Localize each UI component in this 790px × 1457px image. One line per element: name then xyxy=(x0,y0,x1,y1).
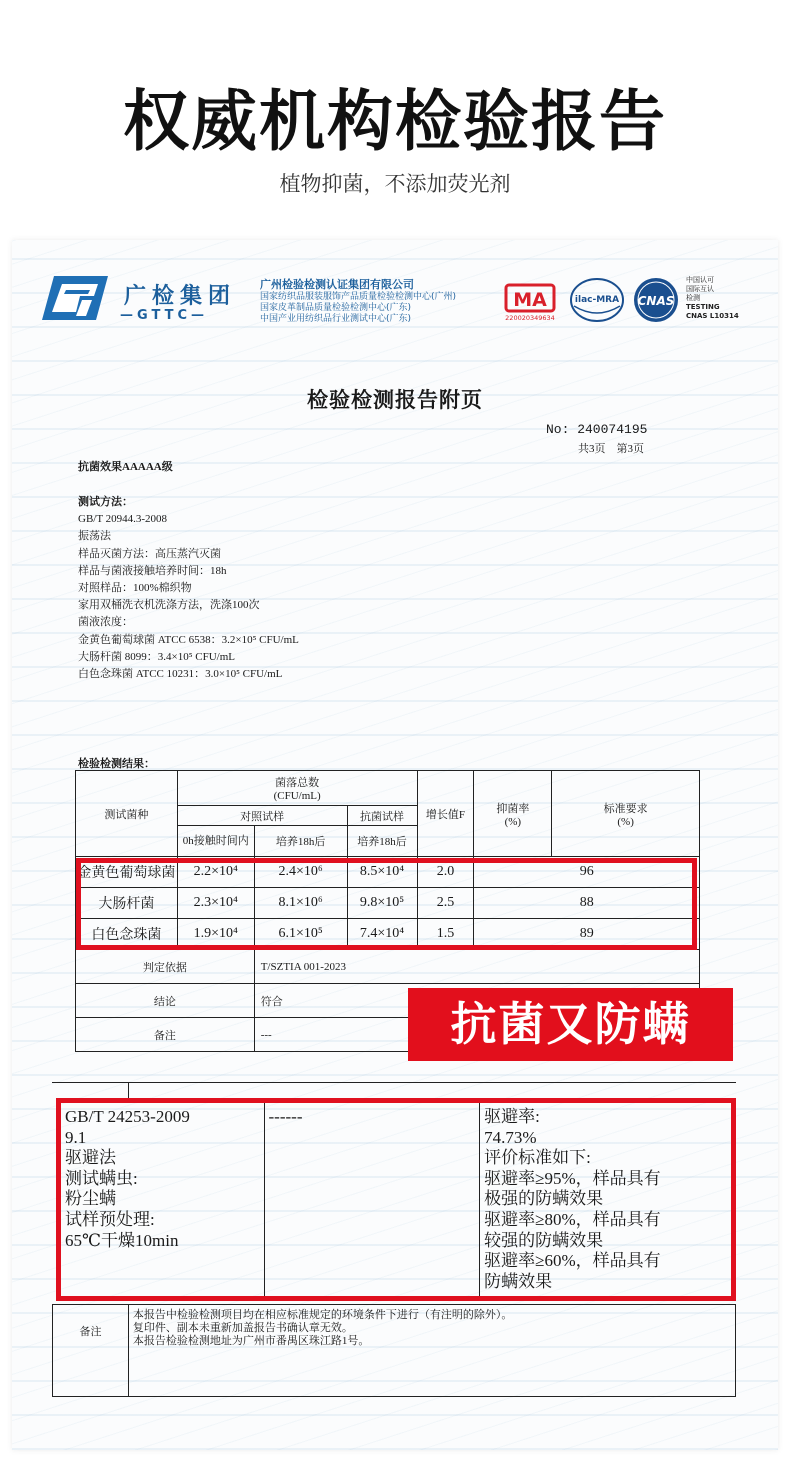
method-line: 振荡法 xyxy=(78,530,111,543)
org-name-block xyxy=(260,279,456,325)
footer-label: 备注 xyxy=(53,1305,129,1397)
promo-banner: 抗菌又防螨 xyxy=(408,988,733,1061)
header-growth: 增长值F xyxy=(417,771,474,857)
ilac-mra-mark-icon xyxy=(568,276,626,324)
method-line: 大肠杆菌 8099：3.4×10⁵ CFU/mL xyxy=(78,650,236,663)
header-control: 对照试样 xyxy=(177,806,347,826)
cell-control-0h: 2.3×10⁴ xyxy=(177,888,254,919)
logo-en-name: —GTTC— xyxy=(120,308,209,323)
cell-control-0h: 1.9×10⁴ xyxy=(177,919,254,950)
cma-label: MA xyxy=(513,289,547,311)
cell-rate: 88 xyxy=(474,888,700,919)
hero-title: 权威机构检验报告 xyxy=(123,83,667,160)
header-antibac: 抗菌试样 xyxy=(347,806,417,826)
method-line: 金黄色葡萄球菌 ATCC 6538：3.2×10⁵ CFU/mL xyxy=(78,633,299,646)
header-count: 菌落总数 (CFU/mL) xyxy=(177,771,417,806)
cell-strain: 白色念珠菌 xyxy=(76,919,178,950)
method-line: 家用双桶洗衣机洗涤方法，洗涤100次 xyxy=(78,599,260,612)
cnas-label: CNAS xyxy=(637,294,675,308)
cell-antibac-18h: 8.5×10⁴ xyxy=(347,857,417,888)
conclusion-label: 结论 xyxy=(76,984,255,1018)
footer-text xyxy=(128,1305,735,1397)
method-heading: 测试方法： xyxy=(78,496,133,508)
cell-control-0h: 2.2×10⁴ xyxy=(177,857,254,888)
mite-method-line: GB/T 24253-2009 xyxy=(65,1107,190,1126)
footer-line: 复印件、副本未重新加盖报告书确认章无效。 xyxy=(132,1322,353,1334)
cell-antibac-18h: 7.4×10⁴ xyxy=(347,919,417,950)
results-highlight-box xyxy=(76,858,697,950)
cell-control-18h: 8.1×10⁶ xyxy=(254,888,347,919)
cma-mark-icon xyxy=(500,282,560,322)
page-count: 共3页 第3页 xyxy=(578,443,644,455)
mite-method-line: 9.1 xyxy=(65,1127,87,1147)
cnas-number: CNAS L10314 xyxy=(686,312,739,320)
cell-growth: 2.0 xyxy=(417,857,474,888)
mite-method-cell xyxy=(59,1101,265,1299)
mite-result-line: 极强的防螨效果 xyxy=(484,1189,604,1209)
cell-strain: 金黄色葡萄球菌 xyxy=(76,857,178,888)
org-line: 中国产业用纺织品行业测试中心(广东) xyxy=(260,314,412,324)
cell-rate: 89 xyxy=(474,919,700,950)
test-method xyxy=(78,494,299,683)
mite-method-line: 粉尘螨 xyxy=(65,1189,116,1209)
basis-label: 判定依据 xyxy=(76,950,255,984)
cell-growth: 2.5 xyxy=(417,888,474,919)
mite-result-line: 74.73% xyxy=(484,1127,537,1147)
mite-result-line: 评价标准如下: xyxy=(484,1148,591,1168)
cnas-note-line: 检测 xyxy=(686,294,700,302)
anti-mite-table xyxy=(56,1098,736,1301)
method-line: 菌液浓度： xyxy=(78,616,133,629)
gttc-logo-icon xyxy=(40,272,110,324)
cell-growth: 1.5 xyxy=(417,919,474,950)
report-title: 检验检测报告附页 xyxy=(307,388,483,412)
mite-method-line: 驱避法 xyxy=(65,1148,116,1168)
note-value: --- xyxy=(254,1018,699,1052)
mite-result-line: 防螨效果 xyxy=(484,1271,553,1291)
logo-cn-name: 广检集团 xyxy=(124,284,237,309)
footer-line: 本报告检验检测地址为广州市番禺区珠江路1号。 xyxy=(132,1335,370,1347)
cell-control-18h: 6.1×10⁵ xyxy=(254,919,347,950)
mite-method-line: 试样预处理: xyxy=(65,1209,155,1229)
method-line: 白色念珠菌 ATCC 10231：3.0×10⁵ CFU/mL xyxy=(78,668,283,681)
org-line: 国家皮革制品质量检验检测中心(广东) xyxy=(260,303,412,313)
cnas-mark-icon xyxy=(628,276,684,324)
antibacterial-grade: 抗菌效果AAAAA级 xyxy=(78,461,173,473)
method-line: 样品与菌液接触培养时间：18h xyxy=(78,564,227,577)
basis-value: T/SZTIA 001-2023 xyxy=(254,950,699,984)
footer-line: 本报告中检验检测项目均在相应标准规定的环境条件下进行（有注明的除外）。 xyxy=(132,1309,513,1321)
mite-method-line: 65℃干燥10min xyxy=(65,1230,179,1250)
conclusion-value: 符合 xyxy=(254,984,699,1018)
org-main-name: 广州检验检测认证集团有限公司 xyxy=(260,278,414,291)
mite-result-line: 驱避率≥80%，样品具有 xyxy=(484,1209,661,1229)
hero-subtitle: 植物抑菌，不添加荧光剂 xyxy=(279,172,511,196)
table-divider xyxy=(128,1082,129,1098)
mite-result-line: 驱避率: xyxy=(484,1107,540,1126)
cell-control-18h: 2.4×10⁶ xyxy=(254,857,347,888)
mite-result-line: 驱避率≥95%，样品具有 xyxy=(484,1168,661,1188)
footer-notes-table xyxy=(52,1304,736,1397)
header-18h-control: 培养18h后 xyxy=(254,826,347,857)
results-heading: 检验检测结果： xyxy=(78,758,155,770)
mite-result-line: 驱避率≥60%，样品具有 xyxy=(484,1251,661,1271)
header-0h: 0h接触时间内 xyxy=(177,826,254,857)
cell-rate: 96 xyxy=(474,857,700,888)
mite-mid-cell xyxy=(264,1101,480,1299)
mite-result-line: 较强的防螨效果 xyxy=(484,1230,604,1250)
ilac-label: ilac-MRA xyxy=(574,295,620,305)
cell-antibac-18h: 9.8×10⁵ xyxy=(347,888,417,919)
cnas-note-line: 中国认可 xyxy=(686,276,714,284)
mite-mid-value: ------ xyxy=(268,1107,303,1126)
mite-method-line: 测试螨虫: xyxy=(65,1168,138,1188)
header-rate: 抑菌率 (%) xyxy=(474,771,552,857)
table-divider xyxy=(52,1082,736,1083)
org-line: 国家纺织品服装服饰产品质量检验检测中心(广州) xyxy=(260,292,457,302)
mite-result-cell xyxy=(480,1101,734,1299)
cnas-note-line: 国际互认 xyxy=(686,285,714,293)
cnas-note xyxy=(686,276,739,321)
header-18h-antibac: 培养18h后 xyxy=(347,826,417,857)
cma-number: 220020349634 xyxy=(505,314,555,322)
cnas-testing: TESTING xyxy=(686,303,720,311)
method-line: GB/T 20944.3-2008 xyxy=(78,513,168,526)
header-standard: 标准要求 (%) xyxy=(552,771,700,857)
note-label: 备注 xyxy=(76,1018,255,1052)
method-line: 样品灭菌方法：高压蒸汽灭菌 xyxy=(78,547,221,560)
header-strain: 测试菌种 xyxy=(76,771,178,857)
report-number: No: 240074195 xyxy=(546,422,648,437)
method-line: 对照样品：100%棉织物 xyxy=(78,582,192,595)
cell-strain: 大肠杆菌 xyxy=(76,888,178,919)
